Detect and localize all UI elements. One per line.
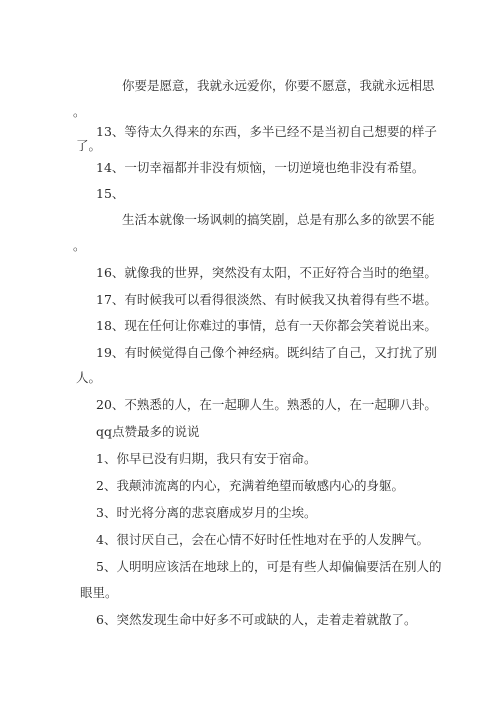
list-item: 13、等待太久得来的东西，多半已经不是当初自己想要的样子	[96, 124, 437, 139]
paragraph-line: 生活本就像一场讽刺的搞笑剧，总是有那么多的欲罢不能	[122, 212, 435, 227]
list-item: 18、现在任何让你难过的事情，总有一天你都会笑着说出来。	[96, 318, 437, 333]
paragraph-line: 。	[73, 238, 86, 253]
list-item: 2、我颠沛流离的内心，充满着绝望而敏感内心的身躯。	[96, 478, 404, 493]
list-item: 14、一切幸福都并非没有烦恼，一切逆境也绝非没有希望。	[96, 160, 425, 175]
list-item: 5、人明明应该活在地球上的，可是有些人却偏偏要活在别人的	[96, 559, 442, 574]
paragraph-line: 你要是愿意，我就永远爱你，你要不愿意，我就永远相思	[122, 78, 435, 93]
list-item: 15、	[96, 186, 125, 201]
paragraph-line: 眼里。	[80, 585, 118, 600]
section-heading: qq点赞最多的说说	[96, 424, 200, 439]
list-item: 16、就像我的世界，突然没有太阳，不正好符合当时的绝望。	[96, 265, 437, 280]
list-item: 17、有时候我可以看得很淡然、有时候我又执着得有些不堪。	[96, 292, 437, 307]
list-item: 19、有时候觉得自己像个神经病。既纠结了自己，又打扰了别	[96, 345, 437, 360]
paragraph-line: 人。	[76, 370, 102, 385]
list-item: 20、不熟悉的人，在一起聊人生。熟悉的人，在一起聊八卦。	[96, 397, 437, 412]
list-item: 6、突然发现生命中好多不可或缺的人，走着走着就散了。	[96, 612, 417, 627]
list-item: 1、你早已没有归期，我只有安于宿命。	[96, 451, 317, 466]
list-item: 3、时光将分离的悲哀磨成岁月的尘埃。	[96, 505, 317, 520]
paragraph-line: 。	[73, 104, 86, 119]
paragraph-line: 了。	[76, 138, 102, 153]
list-item: 4、很讨厌自己，会在心情不好时任性地对在乎的人发脾气。	[96, 532, 429, 547]
